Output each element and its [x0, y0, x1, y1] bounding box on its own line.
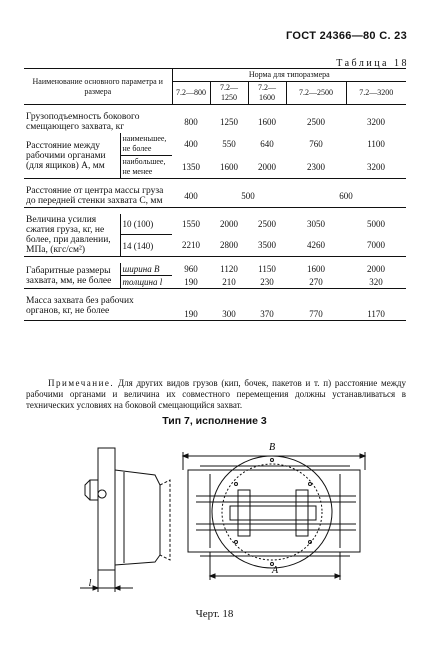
param-header: Наименование основного параметра и размера [24, 69, 172, 105]
norm-header: Норма для типоразмера [172, 69, 406, 82]
cell: 5000 [367, 219, 386, 230]
cell: 1170 [367, 309, 385, 319]
cell: 2500 [307, 117, 326, 127]
cell: 2000 [367, 264, 386, 275]
technical-drawing [60, 430, 370, 605]
row-sublabel: ширина B [120, 263, 172, 276]
row-sublabel: 10 (100) [120, 214, 172, 235]
page-header: ГОСТ 24366—80 С. 23 [286, 30, 407, 42]
row-label: Расстояние от центра массы груза до передней стенки захвата C, мм [26, 186, 164, 206]
cell: 2500 [258, 219, 277, 230]
note-prefix: Примечание. [48, 378, 115, 388]
cell: 1600 [220, 161, 239, 172]
cell: 3200 [367, 161, 386, 172]
table-row [24, 133, 406, 156]
table-row [24, 185, 406, 208]
table-row [24, 111, 406, 133]
label-A: A [271, 565, 279, 576]
cell: 7000 [367, 240, 386, 251]
cell: 320 [369, 276, 383, 287]
cell: 1100 [367, 139, 385, 150]
cell: 370 [260, 309, 274, 319]
cell: 1350 [182, 161, 201, 172]
row-label: Величина усилия сжатия груза, кг, не более, при давлении, МПа, (кгс/см²) [26, 215, 111, 255]
cell: 3500 [258, 240, 277, 251]
cell: 640 [260, 139, 274, 150]
cell: 190 [184, 276, 198, 287]
row-label: Грузоподъемность бокового смещающего захвата, кг [26, 112, 140, 132]
parameters-table [24, 68, 406, 321]
cell: 1150 [258, 264, 276, 275]
cell: 3200 [367, 117, 386, 127]
row-label: Расстояние между рабочими органами (для ящиков) A, мм [26, 140, 106, 171]
type-col-2: 7.2—1250 [210, 82, 248, 105]
cell: 2210 [182, 240, 201, 251]
type-col-4: 7.2—2500 [286, 82, 346, 105]
cell: 770 [309, 309, 323, 319]
cell: 1600 [307, 264, 326, 275]
cell: 2000 [258, 161, 277, 172]
cell: 270 [309, 276, 323, 287]
row-sublabel: наибольшее, не менее [120, 156, 172, 179]
cell: 4260 [307, 240, 326, 251]
cell: 960 [184, 264, 198, 275]
cell: 760 [309, 139, 323, 150]
table-caption: Таблица 18 [336, 58, 409, 69]
cell: 1120 [220, 264, 238, 275]
figure-title: Тип 7, исполнение 3 [162, 415, 267, 427]
cell: 1550 [182, 219, 201, 230]
cell: 1250 [220, 117, 239, 127]
label-l: l [88, 578, 92, 589]
row-label: Габаритные размеры захвата, мм, не более [26, 265, 112, 286]
cell: 210 [222, 276, 236, 287]
table-row [24, 263, 406, 276]
cell: 3050 [307, 219, 326, 230]
row-label: Масса захвата без рабочих органов, кг, не более [26, 296, 134, 316]
figure-caption: Черт. 18 [195, 608, 234, 620]
type-col-5: 7.2—3200 [346, 82, 406, 105]
cell: 800 [184, 117, 198, 127]
label-B: B [268, 442, 276, 453]
row-sublabel: толщина l [120, 276, 172, 289]
table-row [24, 295, 406, 321]
cell: 400 [184, 191, 198, 201]
note-text: Для других видов грузов (кип, бочек, пакетов и т. п) расстояние между рабочими органами и величина их совместного перемещения должны устанавливаться в технических условиях на боковой смещающийся захват. [26, 378, 406, 410]
cell: 600 [339, 191, 353, 201]
type-col-1: 7.2—800 [172, 82, 210, 105]
row-sublabel: наименьшее, не более [120, 133, 172, 156]
table-row [24, 214, 406, 235]
cell: 2800 [220, 240, 239, 251]
row-sublabel: 14 (140) [120, 235, 172, 257]
cell: 500 [241, 191, 255, 201]
table-note [26, 378, 406, 411]
cell: 550 [222, 139, 236, 150]
cell: 230 [260, 276, 274, 287]
cell: 400 [184, 139, 198, 150]
cell: 190 [184, 309, 198, 319]
cell: 2300 [307, 161, 326, 172]
type-col-3: 7.2—1600 [248, 82, 286, 105]
cell: 2000 [220, 219, 239, 230]
cell: 300 [222, 309, 236, 319]
cell: 1600 [258, 117, 277, 127]
